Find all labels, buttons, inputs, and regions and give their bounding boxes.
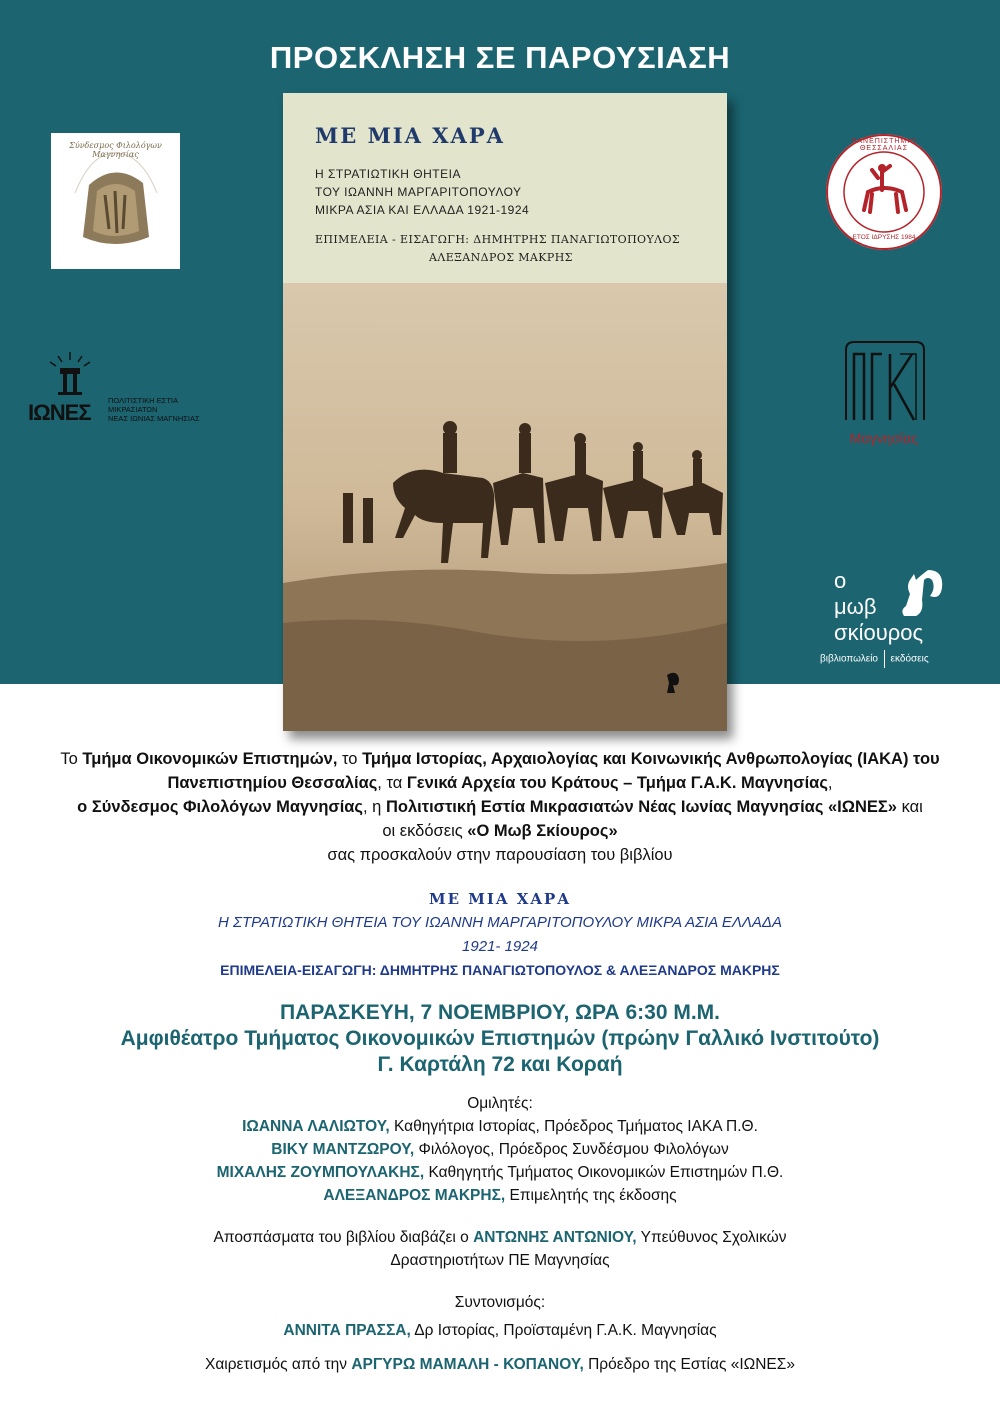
invitation-line [0,795,1000,819]
speaker-name: ΜΙΧΑΛΗΣ ΖΟΥΜΠΟΥΛΑΚΗΣ, [216,1164,425,1181]
mov-line: ο [834,568,847,593]
event-address: Γ. Καρτάλη 72 και Κοραή [377,1053,623,1076]
mov-tagline [820,650,929,668]
university-year: ΕΤΟΣ ΙΔΡΥΣΗΣ 1984 [852,234,916,241]
speaker-role: Καθηγητής Τμήματος Οικονομικών Επιστημών Π.Θ. [424,1164,784,1181]
text-fragment: , τα [377,774,407,792]
event-venue: Αμφιθέατρο Τμήματος Οικονομικών Επιστημών (πρώην Γαλλικό Ινστιτούτο) [120,1027,880,1050]
greeter-name: ΑΡΓΥΡΩ ΜΑΜΑΛΗ - ΚΟΠΑΝΟΥ, [351,1356,584,1373]
coordinator-name: ΑΝΝΙΤΑ ΠΡΑΣΣΑ, [283,1322,411,1339]
speaker-name: ΑΛΕΞΑΝΔΡΟΣ ΜΑΚΡΗΣ, [323,1187,506,1204]
book-cover-editors-2: ΑΛΕΞΑΝΔΡΟΣ ΜΑΚΡΗΣ [429,251,573,264]
text-fragment: Αποσπάσματα του βιβλίου διαβάζει ο [213,1229,474,1246]
text-fragment: οι εκδόσεις [382,822,468,840]
speaker-name: ΒΙΚΥ ΜΑΝΤΖΩΡΟΥ, [271,1141,415,1158]
text-fragment: Υπεύθυνος Σχολικών [636,1229,787,1246]
book-years: 1921- 1924 [462,938,538,955]
reading-line [0,1229,1000,1247]
iones-caption-line: ΠΟΛΙΤΙΣΤΙΚΗ ΕΣΤΙΑ [108,396,178,405]
org-name: Τμήμα Ιστορίας, Αρχαιολογίας και Κοινωνικής Ανθρωπολογίας (ΙΑΚΑ) του [362,750,940,768]
org-name: Τμήμα Οικονομικών Επιστημών, [82,750,338,768]
reading-line-2: Δραστηριοτήτων ΠΕ Μαγνησίας [390,1252,610,1269]
university-logo [824,132,944,252]
iones-name: ΙΩΝΕΣ [28,400,91,425]
org-name: Πανεπιστημίου Θεσσαλίας [167,774,378,792]
speaker-row [0,1164,1000,1182]
filologon-ring-text: Σύνδεσμος Φιλολόγων Μαγνησίας [69,141,162,159]
invitation-line [0,819,1000,843]
page-title: ΠΡΟΣΚΛΗΣΗ ΣΕ ΠΑΡΟΥΣΙΑΣΗ [269,40,731,75]
org-name: ο Σύνδεσμος Φιλολόγων Μαγνησίας [77,798,364,816]
book-cover-subtitle [315,165,529,219]
greeting-line [0,1356,1000,1374]
iones-logo [28,350,218,430]
book-subtitle: Η ΣΤΡΑΤΙΩΤΙΚΗ ΘΗΤΕΙΑ ΤΟΥ ΙΩΑΝΝΗ ΜΑΡΓΑΡΙΤΟΠΟΥΛΟΥ ΜΙΚΡΑ ΑΣΙΑ ΕΛΛΑΔΑ [217,914,783,931]
mov-line: σκίουρος [834,620,924,645]
mov-tag-right: εκδόσεις [890,653,929,665]
speaker-role: Φιλόλογος, Πρόεδρος Συνδέσμου Φιλολόγων [414,1141,729,1158]
speaker-row [0,1118,1000,1136]
invitation-line [0,771,1000,795]
org-name: Γενικά Αρχεία του Κράτους – Τμήμα Γ.Α.Κ. Μαγνησίας [406,774,828,792]
mov-tag-left: βιβλιοπωλείο [820,653,878,665]
cavalry-photo [283,283,727,731]
invitation-line: σας προσκαλούν στην παρουσίαση του βιβλίου [327,846,673,864]
squirrel-icon [898,566,946,620]
book-title: ΜΕ ΜΙΑ ΧΑΡΑ [429,890,571,908]
book-cover-title: ΜΕ ΜΙΑ ΧΑΡΑ [315,123,505,148]
reader-name: ΑΝΤΩΝΗΣ ΑΝΤΩΝΙΟΥ, [473,1229,637,1246]
book-cover-subtitle-line: ΤΟΥ ΙΩΑΝΝΗ ΜΑΡΓΑΡΙΤΟΠΟΥΛΟΥ [315,185,522,199]
gak-mark-icon [840,340,930,422]
text-fragment: , η [363,798,386,816]
divider [884,650,885,668]
mov-line: μωβ [834,594,877,619]
coordination-heading: Συντονισμός: [454,1294,546,1311]
text-fragment: και [896,798,923,816]
text-fragment: Το [60,750,83,768]
text-fragment: Χαιρετισμός από την [205,1356,352,1373]
org-name: Πολιτιστική Εστία Μικρασιατών Νέας Ιωνίας Μαγνησίας «ΙΩΝΕΣ» [385,798,897,816]
speaker-row [0,1187,1000,1205]
book-cover-subtitle-line: Η ΣΤΡΑΤΙΩΤΙΚΗ ΘΗΤΕΙΑ [315,167,461,181]
gak-label: Μαγνησίας [849,430,919,446]
university-ring-text: ΠΑΝΕΠΙΣΤΗΜΙΟ ΘΕΣΣΑΛΙΑΣ [851,138,917,152]
org-name: «Ο Μωβ Σκίουρος» [467,822,618,840]
iones-caption-line: ΜΙΚΡΑΣΙΑΤΩΝ [108,405,158,414]
book-cover [283,93,727,731]
speaker-role: Επιμελητής της έκδοσης [505,1187,677,1204]
invitation-line [0,747,1000,771]
column-icon [40,350,100,396]
mov-skiouros-logo [812,566,962,666]
iones-caption [108,396,200,423]
speaker-row [0,1141,1000,1159]
invitation-text [0,747,1000,867]
coordination-line [0,1322,1000,1340]
iones-caption-line: ΝΕΑΣ ΙΩΝΙΑΣ ΜΑΓΝΗΣΙΑΣ [108,414,200,423]
book-cover-editors: ΕΠΙΜΕΛΕΙΑ - ΕΙΣΑΓΩΓΗ: ΔΗΜΗΤΡΗΣ ΠΑΝΑΓΙΩΤΟΠΟΥΛΟΣ [315,233,681,246]
book-editors: ΕΠΙΜΕΛΕΙΑ-ΕΙΣΑΓΩΓΗ: ΔΗΜΗΤΡΗΣ ΠΑΝΑΓΙΩΤΟΠΟΥΛΟΣ & ΑΛΕΞΑΝΔΡΟΣ ΜΑΚΡΗΣ [220,962,780,978]
text-fragment: το [337,750,363,768]
speaker-role: Καθηγήτρια Ιστορίας, Πρόεδρος Τμήματος ΙΑΚΑ Π.Θ. [389,1118,758,1135]
text-fragment: Πρόεδρο της Εστίας «ΙΩΝΕΣ» [583,1356,795,1373]
coordinator-role: Δρ Ιστορίας, Προϊσταμένη Γ.Α.Κ. Μαγνησίας [410,1322,717,1339]
speaker-name: ΙΩΑΝΝΑ ΛΑΛΙΩΤΟΥ, [242,1118,390,1135]
event-details [0,1000,1000,1078]
text-fragment: , [827,774,833,792]
speakers-heading: Ομιλητές: [467,1095,533,1112]
gak-logo [838,340,938,460]
event-date: ΠΑΡΑΣΚΕΥΗ, 7 ΝΟΕΜΒΡΙΟΥ, ΩΡΑ 6:30 Μ.Μ. [279,1001,720,1024]
filologon-logo [51,133,180,269]
book-cover-subtitle-line: ΜΙΚΡΑ ΑΣΙΑ ΚΑΙ ΕΛΛΑΔΑ 1921-1924 [315,203,530,217]
